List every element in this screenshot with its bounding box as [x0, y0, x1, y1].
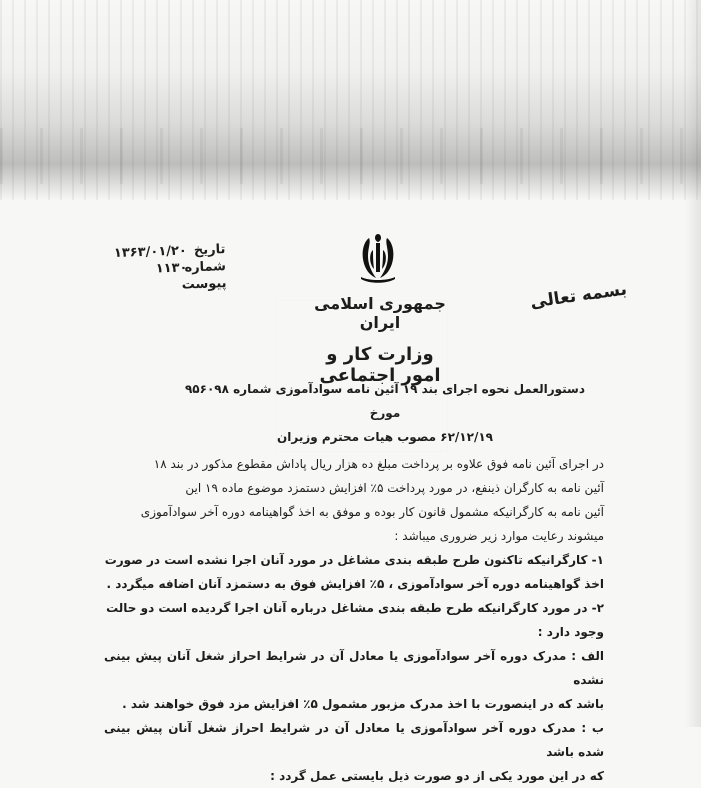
item1-line-2: اخذ گواهینامه دوره آخر سوادآموزی ، ۵٪ افزایش فوق به دستمزد آنان اضافه میگردد . [106, 577, 604, 591]
iran-emblem-icon [349, 228, 407, 286]
date-label: تاریخ [193, 242, 226, 259]
subitem-b-line-1: ب : مدرک دوره آخر سوادآموزی یا معادل آن در شرایط احراز شغل آنان پیش بینی شده باشد [104, 721, 604, 759]
subitem-b-line-2: که در این مورد یکی از دو صورت ذیل بایستی عمل گردد : [270, 769, 604, 783]
ministry-name: وزارت کار و امور اجتماعی [319, 344, 441, 386]
attachment-row [116, 275, 227, 296]
ministry-letterhead [310, 294, 450, 386]
page-edge-shadow [685, 0, 701, 727]
country-name: جمهوری اسلامی ایران [314, 294, 446, 332]
item2-line-1: ۲- در مورد کارگرانیکه طرح طبقه بندی مشاغل درباره آنان اجرا گردیده است دو حالت [106, 601, 604, 615]
subitem-a-line-1: الف : مدرک دوره آخر سوادآموزی یا معادل آن در شرایط احراز شغل آنان پیش بینی نشده [104, 649, 604, 687]
document-title [182, 377, 588, 449]
number-label: شماره [184, 259, 227, 276]
intro-line-4: میشوند رعایت موارد زیر ضروری میباشد : [394, 529, 604, 543]
bismillah-calligraphy: بسمه تعالی [529, 279, 629, 313]
title-line-2: ۶۲/۱۲/۱۹ مصوب هیات محترم وزیران [277, 430, 493, 444]
title-line-1: دستورالعمل نحوه اجرای بند ۱۹ آئین نامه سوادآموزی شماره ۹۵۶۰۹۸ مورخ [184, 382, 586, 420]
number-value: ۱۱۳۰ [155, 260, 188, 277]
date-value: ۱۳۶۳/۰۱/۲۰ [113, 243, 188, 261]
attachment-label: پیوست [181, 276, 227, 293]
document-body [104, 452, 604, 788]
intro-line-3: آئین نامه به کارگرانیکه مشمول قانون کار بوده و موفق به اخذ گواهینامه دوره آخر سوادآموزی [140, 505, 604, 519]
item1-line-1: ۱- کارگرانیکه تاکنون طرح طبقه بندی مشاغل در مورد آنان اجرا نشده است در صورت [104, 553, 604, 567]
intro-line-1: در اجرای آئین نامه فوق علاوه بر پرداخت مبلغ ده هزار ریال پاداش مقطوع مذکور در بند ۱۸ [153, 457, 604, 471]
item2-line-2: وجود دارد : [537, 625, 604, 639]
letter-meta-block [115, 241, 227, 296]
intro-line-2: آئین نامه به کارگران ذینفع، در مورد پرداخت ۵٪ افزایش دستمزد موضوع ماده ۱۹ این [185, 481, 604, 495]
subitem-a-line-2: باشد که در اینصورت با اخذ مدرک مزبور مشمول ۵٪ افزایش مزد فوق خواهند شد . [122, 697, 604, 711]
scan-shadow-band [0, 0, 701, 200]
